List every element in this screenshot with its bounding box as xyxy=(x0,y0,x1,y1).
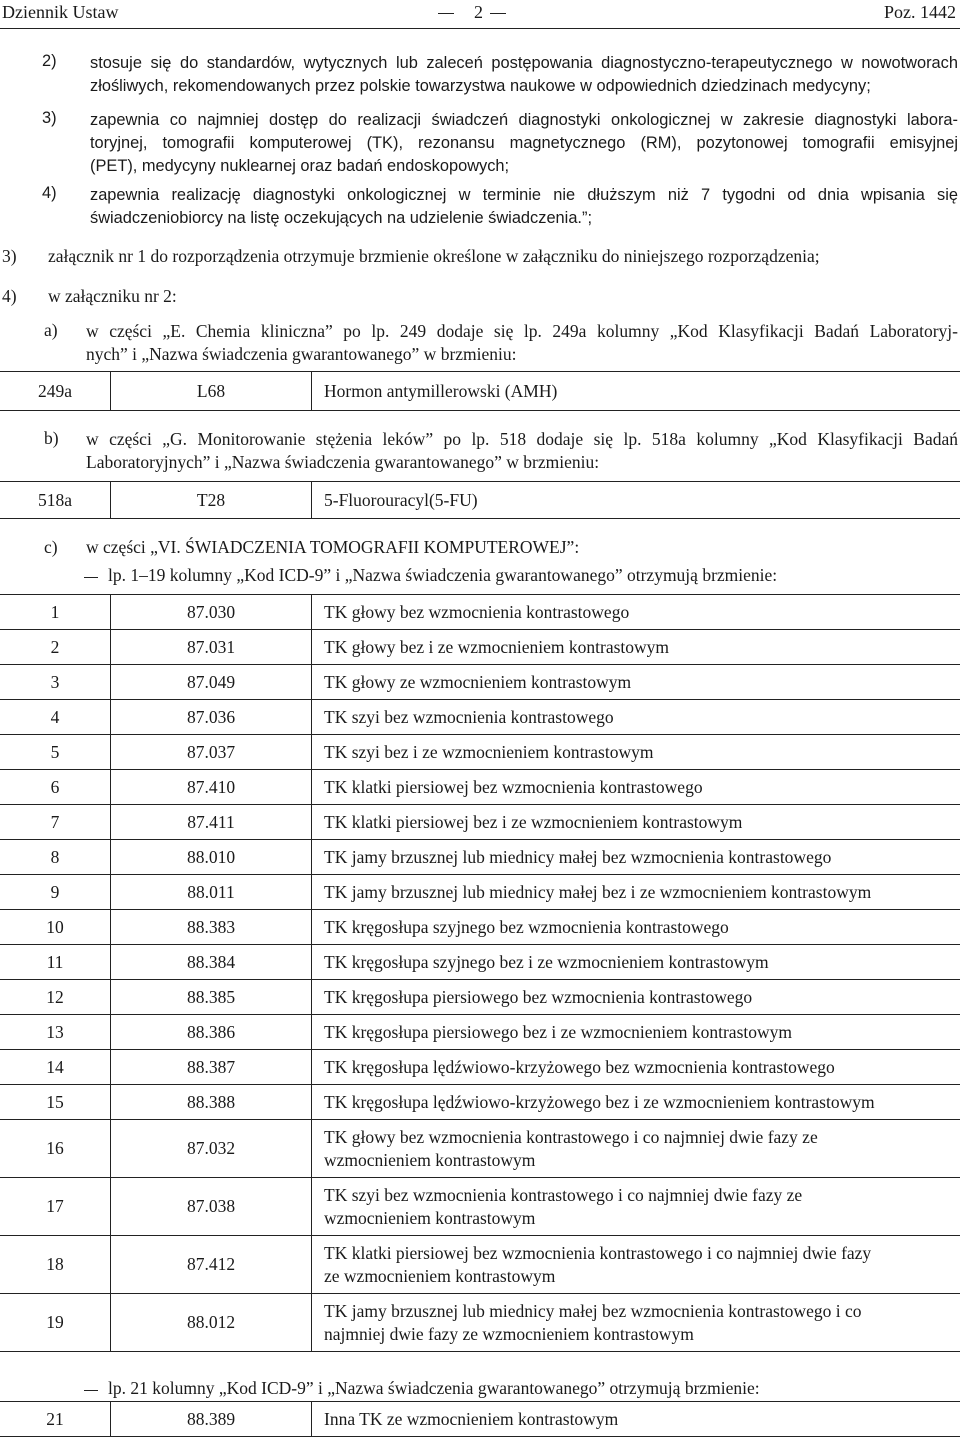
cell-lp: 9 xyxy=(0,875,111,910)
item-text: w załączniku nr 2: xyxy=(48,286,177,306)
cell-lp: 18 xyxy=(0,1236,111,1294)
cell-text-line: najmniej dwie fazy ze wzmocnieniem kontrastowym xyxy=(324,1323,694,1344)
dash-text: lp. 1–19 kolumny „Kod ICD-9” i „Nazwa świadczenia gwarantowanego” otrzymują brzmienie: xyxy=(108,565,778,585)
item-text xyxy=(90,184,958,230)
cell-text-line: TK szyi bez i ze wzmocnieniem kontrastowym xyxy=(324,741,654,762)
table-row xyxy=(0,1015,960,1050)
table-row xyxy=(0,665,960,700)
cell-text-line: TK kręgosłupa szyjnego bez i ze wzmocnieniem kontrastowym xyxy=(324,951,769,972)
cell-nazwa xyxy=(312,910,960,945)
cell-nazwa xyxy=(312,945,960,980)
cell-lp: 8 xyxy=(0,840,111,875)
table-row xyxy=(0,910,960,945)
cell-text-line: TK jamy brzusznej lub miednicy małej bez wzmocnienia kontrastowego xyxy=(324,846,832,867)
table-row xyxy=(0,595,960,630)
item-text: załącznik nr 1 do rozporządzenia otrzymuje brzmienie określone w załączniku do niniejszego rozporządzenia; xyxy=(48,246,820,266)
cell-kod: 87.032 xyxy=(111,1120,312,1178)
cell-text-line: ze wzmocnieniem kontrastowym xyxy=(324,1265,556,1286)
table-row xyxy=(0,700,960,735)
cell-nazwa xyxy=(312,980,960,1015)
sub-letter: a) xyxy=(44,320,58,340)
cell-nazwa xyxy=(312,1120,960,1178)
cell-lp: 249a xyxy=(0,372,111,411)
item-text xyxy=(90,52,958,98)
text-line: zapewnia co najmniej dostęp do realizacji świadczeń diagnostyki onkologicznej w zakresie diagnostyki labora- xyxy=(90,111,958,129)
cell-lp: 17 xyxy=(0,1178,111,1236)
cell-nazwa xyxy=(312,875,960,910)
cell-nazwa xyxy=(312,1178,960,1236)
cell-text-line: TK klatki piersiowej bez wzmocnienia kontrastowego xyxy=(324,776,703,797)
table-row xyxy=(0,770,960,805)
text-line: złośliwych, rekomendowanych przez polskie towarzystwa naukowe w odpowiednich dziedzinach medycyny; xyxy=(90,77,871,95)
cell-text-line: TK jamy brzusznej lub miednicy małej bez i ze wzmocnieniem kontrastowym xyxy=(324,881,872,902)
page-number: 2 xyxy=(474,2,483,22)
cell-kod: 88.010 xyxy=(111,840,312,875)
cell-nazwa xyxy=(312,1236,960,1294)
item-number: 3) xyxy=(42,109,57,127)
text-line: Laboratoryjnych” i „Nazwa świadczenia gwarantowanego” w brzmieniu: xyxy=(86,452,600,472)
cell-kod: 88.012 xyxy=(111,1294,312,1352)
sub-text xyxy=(86,320,958,366)
table-row xyxy=(0,945,960,980)
cell-kod: 87.038 xyxy=(111,1178,312,1236)
cell-nazwa: Inna TK ze wzmocnieniem kontrastowym xyxy=(312,1402,960,1437)
table-row xyxy=(0,1178,960,1236)
cell-kod: 87.037 xyxy=(111,735,312,770)
table-section-e xyxy=(0,371,960,411)
cell-kod: L68 xyxy=(111,372,312,411)
cell-lp: 13 xyxy=(0,1015,111,1050)
text-line: w części „E. Chemia kliniczna” po lp. 249 dodaje się lp. 249a kolumny „Kod Klasyfikacji Badań Laboratoryj- xyxy=(86,321,958,341)
cell-kod: 88.383 xyxy=(111,910,312,945)
cell-kod: 88.011 xyxy=(111,875,312,910)
cell-lp: 3 xyxy=(0,665,111,700)
cell-kod: 87.030 xyxy=(111,595,312,630)
table-row xyxy=(0,805,960,840)
cell-nazwa xyxy=(312,1085,960,1120)
cell-text-line: TK jamy brzusznej lub miednicy małej bez wzmocnienia kontrastowego i co xyxy=(324,1300,862,1321)
item-number: 3) xyxy=(2,246,17,266)
item-text xyxy=(90,109,958,178)
cell-lp: 11 xyxy=(0,945,111,980)
page-number-dash-right xyxy=(490,13,506,14)
text-line: świadczeniobiorcy na listę oczekujących na udzielenie świadczenia.”; xyxy=(90,209,592,227)
sub-text: w części „VI. ŚWIADCZENIA TOMOGRAFII KOMPUTEROWEJ”: xyxy=(86,537,580,557)
item-number: 4) xyxy=(2,286,17,306)
table-row xyxy=(0,840,960,875)
cell-lp: 6 xyxy=(0,770,111,805)
table-row xyxy=(0,1050,960,1085)
dash-text: lp. 21 kolumny „Kod ICD-9” i „Nazwa świadczenia gwarantowanego” otrzymują brzmienie: xyxy=(108,1378,760,1398)
cell-kod: 87.410 xyxy=(111,770,312,805)
table-row xyxy=(0,630,960,665)
dash-bullet xyxy=(84,577,98,578)
cell-nazwa: 5-Fluorouracyl(5-FU) xyxy=(312,482,960,519)
table-section-vi-lp21 xyxy=(0,1401,960,1437)
cell-kod: 87.049 xyxy=(111,665,312,700)
table-row xyxy=(0,980,960,1015)
cell-nazwa: Hormon antymillerowski (AMH) xyxy=(312,372,960,411)
cell-kod: 87.412 xyxy=(111,1236,312,1294)
table-row xyxy=(0,735,960,770)
dash-bullet xyxy=(84,1390,98,1391)
sub-letter: b) xyxy=(44,428,59,448)
table-section-vi xyxy=(0,594,960,1352)
cell-text-line: wzmocnieniem kontrastowym xyxy=(324,1207,536,1228)
cell-lp: 21 xyxy=(0,1402,111,1437)
cell-text-line: TK szyi bez wzmocnienia kontrastowego i co najmniej dwie fazy ze xyxy=(324,1184,803,1205)
cell-lp: 5 xyxy=(0,735,111,770)
cell-text-line: wzmocnieniem kontrastowym xyxy=(324,1149,536,1170)
cell-text-line: TK klatki piersiowej bez i ze wzmocnieniem kontrastowym xyxy=(324,811,743,832)
cell-text-line: TK głowy bez wzmocnienia kontrastowego i co najmniej dwie fazy ze xyxy=(324,1126,818,1147)
table-row xyxy=(0,1085,960,1120)
table-section-g xyxy=(0,481,960,519)
text-line: stosuje się do standardów, wytycznych lub zaleceń postępowania diagnostyczno-terapeutycznego w nowotworach xyxy=(90,54,958,72)
cell-nazwa xyxy=(312,805,960,840)
cell-nazwa xyxy=(312,700,960,735)
cell-lp: 16 xyxy=(0,1120,111,1178)
cell-nazwa xyxy=(312,630,960,665)
cell-lp: 7 xyxy=(0,805,111,840)
cell-kod: 88.384 xyxy=(111,945,312,980)
sub-text xyxy=(86,428,958,474)
cell-text-line: TK klatki piersiowej bez wzmocnienia kontrastowego i co najmniej dwie fazy xyxy=(324,1242,872,1263)
cell-kod: 88.387 xyxy=(111,1050,312,1085)
cell-kod: 88.389 xyxy=(111,1402,312,1437)
cell-nazwa xyxy=(312,665,960,700)
table-row xyxy=(0,372,960,411)
cell-kod: 87.036 xyxy=(111,700,312,735)
cell-kod: 87.031 xyxy=(111,630,312,665)
text-line: w części „G. Monitorowanie stężenia leków” po lp. 518 dodaje się lp. 518a kolumny „Kod Klasyfikacji Badań xyxy=(86,429,958,449)
table-row xyxy=(0,482,960,519)
cell-kod: 88.386 xyxy=(111,1015,312,1050)
cell-lp: 1 xyxy=(0,595,111,630)
cell-lp: 2 xyxy=(0,630,111,665)
text-line: nych” i „Nazwa świadczenia gwarantowanego” w brzmieniu: xyxy=(86,344,517,364)
cell-text-line: TK szyi bez wzmocnienia kontrastowego xyxy=(324,706,614,727)
text-line: (PET), medycyny nuklearnej oraz badań endoskopowych; xyxy=(90,157,510,175)
cell-text-line: TK głowy ze wzmocnieniem kontrastowym xyxy=(324,671,632,692)
cell-kod: 88.388 xyxy=(111,1085,312,1120)
cell-lp: 4 xyxy=(0,700,111,735)
text-line: zapewnia realizację diagnostyki onkologicznej w terminie nie dłuższym niż 7 tygodni od dnia wpisania się xyxy=(90,186,958,204)
cell-text-line: TK kręgosłupa piersiowego bez wzmocnienia kontrastowego xyxy=(324,986,753,1007)
sub-letter: c) xyxy=(44,537,58,557)
cell-text-line: TK kręgosłupa piersiowego bez i ze wzmocnieniem kontrastowym xyxy=(324,1021,792,1042)
cell-text-line: TK głowy bez wzmocnienia kontrastowego xyxy=(324,601,630,622)
cell-nazwa xyxy=(312,1294,960,1352)
header-rule xyxy=(0,28,960,29)
cell-text-line: TK kręgosłupa lędźwiowo-krzyżowego bez wzmocnienia kontrastowego xyxy=(324,1056,835,1077)
cell-kod: 87.411 xyxy=(111,805,312,840)
cell-lp: 12 xyxy=(0,980,111,1015)
table-row xyxy=(0,1294,960,1352)
position-number: Poz. 1442 xyxy=(884,2,956,22)
cell-nazwa xyxy=(312,595,960,630)
cell-kod: 88.385 xyxy=(111,980,312,1015)
cell-lp: 518a xyxy=(0,482,111,519)
table-row xyxy=(0,1236,960,1294)
cell-nazwa xyxy=(312,1015,960,1050)
cell-kod: T28 xyxy=(111,482,312,519)
table-row xyxy=(0,875,960,910)
cell-lp: 10 xyxy=(0,910,111,945)
item-number: 2) xyxy=(42,52,57,70)
table-row xyxy=(0,1120,960,1178)
cell-nazwa xyxy=(312,770,960,805)
text-line: toryjnej, tomografii komputerowej (TK), rezonansu magnetycznego (RM), pozytonowej tomografii emisyjnej xyxy=(90,134,958,152)
cell-lp: 14 xyxy=(0,1050,111,1085)
cell-text-line: TK kręgosłupa szyjnego bez wzmocnienia kontrastowego xyxy=(324,916,729,937)
cell-text-line: TK głowy bez i ze wzmocnieniem kontrastowym xyxy=(324,636,670,657)
page-number-dash-left xyxy=(438,13,454,14)
cell-nazwa xyxy=(312,840,960,875)
cell-text-line: TK kręgosłupa lędźwiowo-krzyżowego bez i ze wzmocnieniem kontrastowym xyxy=(324,1091,875,1112)
cell-lp: 19 xyxy=(0,1294,111,1352)
cell-lp: 15 xyxy=(0,1085,111,1120)
item-number: 4) xyxy=(42,184,57,202)
table-row xyxy=(0,1402,960,1437)
cell-nazwa xyxy=(312,1050,960,1085)
cell-nazwa xyxy=(312,735,960,770)
journal-title: Dziennik Ustaw xyxy=(2,2,119,22)
